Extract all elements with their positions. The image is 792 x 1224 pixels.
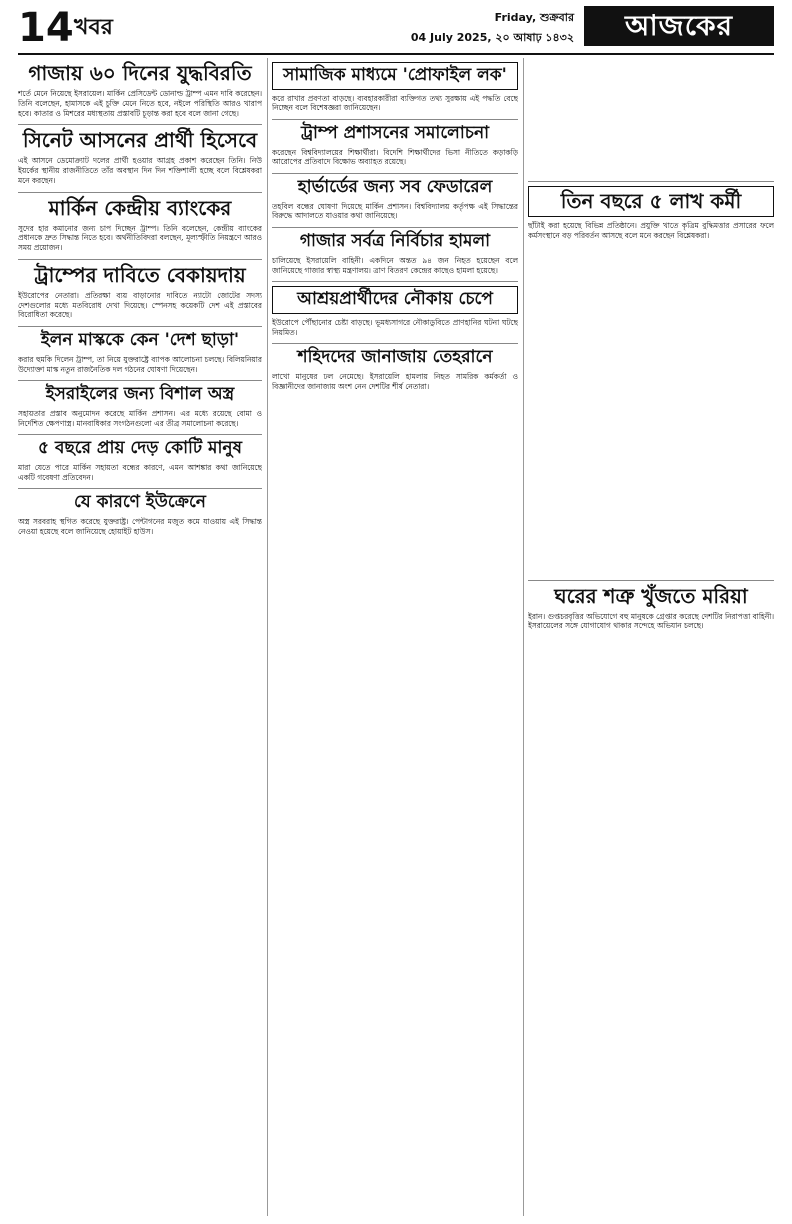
story-body: অস্ত্র সরবরাহ স্থগিত করেছে যুক্তরাষ্ট্র। পেন্টাগনের মজুত কমে যাওয়ায় এই সিদ্ধান্ত নেওয়া হয়েছে বলে জানিয়েছে হোয়াইট হাউস। <box>18 516 262 536</box>
story-body: ইরান। গুপ্তচরবৃত্তির অভিযোগে বহু মানুষকে গ্রেপ্তার করেছে দেশটির নিরাপত্তা বাহিনী। ইসরায়েলের সঙ্গে যোগাযোগ থাকার সন্দেহে অভিযান চলছে। <box>528 611 774 631</box>
column-1 <box>18 58 262 1216</box>
story-divider <box>528 580 774 581</box>
headline: ঘরের শত্রু খুঁজতে মরিয়া <box>554 583 748 608</box>
dateline-date: 04 July 2025, ২০ আষাঢ় ১৪৩২ <box>410 31 574 44</box>
story-divider <box>18 124 262 125</box>
masthead-rule <box>18 53 774 55</box>
story-divider <box>18 488 262 489</box>
headline: ইসরাইলের জন্য বিশাল অস্ত্র <box>45 384 235 405</box>
story-body: সুদের হার কমানোর জন্য চাপ দিচ্ছেন ট্রাম্প। তিনি বলেছেন, কেন্দ্রীয় ব্যাংকের প্রধানকে দ্রুত সিদ্ধান্ত নিতে হবে। অর্থনীতিবিদরা বলছেন, মূল্যস্ফীতি নিয়ন্ত্রণে আরও সময় প্রয়োজন। <box>18 223 262 253</box>
headline: সামাজিক মাধ্যমে 'প্রোফাইল লক' <box>272 62 518 90</box>
headline: শহিদদের জানাজায় তেহরানে <box>297 347 493 368</box>
continued-text-block <box>528 58 774 178</box>
story-musk <box>18 331 262 374</box>
story-divider <box>18 192 262 193</box>
column-divider <box>523 58 524 1216</box>
story-divider <box>528 181 774 182</box>
story-divider <box>272 119 518 120</box>
story-divider <box>18 326 262 327</box>
headline: গাজায় ৬০ দিনের যুদ্ধবিরতি <box>28 61 252 85</box>
story-body: লাখো মানুষের ঢল নেমেছে। ইসরায়েলি হামলায় নিহত সামরিক কর্মকর্তা ও বিজ্ঞানীদের জানাজায় অংশ নেন দেশটির শীর্ষ নেতারা। <box>272 371 518 391</box>
headline: ট্রাম্পের দাবিতে বেকায়দায় <box>34 262 246 287</box>
story-tehran-funeral <box>272 348 518 391</box>
story-body: তহবিল বন্ধের ঘোষণা দিয়েছে মার্কিন প্রশাসন। বিশ্ববিদ্যালয় কর্তৃপক্ষ এই সিদ্ধান্তের বিরুদ্ধে আদালতে যাওয়ার কথা জানিয়েছে। <box>272 201 518 221</box>
story-body: মারা যেতে পারে মার্কিন সহায়তা বন্ধের কারণে, এমন আশঙ্কার কথা জানিয়েছে একটি গবেষণা প্রতিবেদন। <box>18 462 262 482</box>
headline: হার্ভার্ডের জন্য সব ফেডারেল <box>297 177 493 198</box>
story-divider <box>272 281 518 282</box>
dateline-day: Friday, শুক্রবার <box>494 11 574 24</box>
column-2 <box>272 58 518 1216</box>
story-five-years <box>18 439 262 482</box>
story-divider <box>272 343 518 344</box>
newspaper-logo: আজকের কাগজ <box>584 6 774 46</box>
headline: মার্কিন কেন্দ্রীয় ব্যাংকের <box>48 195 232 220</box>
headline: যে কারণে ইউক্রেনে <box>74 492 206 513</box>
story-body: ইউরোপে পৌঁছানোর চেষ্টা বাড়ছে। ভূমধ্যসাগরে নৌকাডুবিতে প্রাণহানির ঘটনা ঘটছে নিয়মিত। <box>272 317 518 337</box>
story-harvard <box>272 178 518 221</box>
story-divider <box>18 434 262 435</box>
story-senate-candidate <box>18 129 262 185</box>
headline: ইলন মাস্ককে কেন 'দেশ ছাড়া' <box>40 330 240 351</box>
story-body: চালিয়েছে ইসরায়েলি বাহিনী। একদিনে অন্তত ৯৪ জন নিহত হয়েছেন বলে জানিয়েছে গাজার স্বাস্থ্য মন্ত্রণালয়। ত্রাণ বিতরণ কেন্দ্রের কাছেও হামলা হয়েছে। <box>272 255 518 275</box>
headline: ৫ বছরে প্রায় দেড় কোটি মানুষ <box>38 438 242 459</box>
story-body: সহায়তার প্রস্তাব অনুমোদন করেছে মার্কিন প্রশাসন। এর মধ্যে রয়েছে বোমা ও নির্দেশিত ক্ষেপণাস্ত্র। মানবাধিকার সংগঠনগুলো এর তীব্র সমালোচনা করেছে। <box>18 408 262 428</box>
story-body: ইউরোপের নেতারা। প্রতিরক্ষা ব্যয় বাড়ানোর দাবিতে ন্যাটো জোটের সদস্য দেশগুলোর মধ্যে মতবিরোধ দেখা দিয়েছে। স্পেনসহ কয়েকটি দেশ এই প্রস্তাবের বিরোধিতা করেছে। <box>18 290 262 320</box>
story-gaza-attacks <box>272 232 518 275</box>
headline: সিনেট আসনের প্রার্থী হিসেবে <box>22 128 258 153</box>
story-gaza-ceasefire <box>18 62 262 118</box>
section-title: খবর <box>74 15 113 40</box>
story-five-lakh-workers <box>528 186 774 241</box>
story-trump-claim <box>18 264 262 320</box>
story-iran-enemy <box>528 585 774 632</box>
headline: ট্রাম্প প্রশাসনের সমালোচনা <box>300 123 490 144</box>
story-asylum-boats <box>272 286 518 337</box>
headline: তিন বছরে ৫ লাখ কর্মী <box>528 186 774 217</box>
story-body: এই আসনে ডেমোক্র্যাট দলের প্রার্থী হওয়ার আগ্রহ প্রকাশ করেছেন তিনি। নিউ ইয়র্কের স্থানীয় রাজনীতিতে তাঁর অবস্থান দিন দিন শক্তিশালী হচ্ছে বলে বিশ্লেষকরা মনে করছেন। <box>18 156 262 185</box>
story-profile-lock <box>272 62 518 113</box>
story-trump-criticism <box>272 124 518 167</box>
headline: আশ্রয়প্রার্থীদের নৌকায় চেপে <box>272 286 518 314</box>
story-body: করে রাখার প্রবণতা বাড়ছে। ব্যবহারকারীরা ব্যক্তিগত তথ্য সুরক্ষায় এই পদ্ধতি বেছে নিচ্ছেন বলে বিশেষজ্ঞরা জানিয়েছেন। <box>272 93 518 113</box>
story-central-bank <box>18 197 262 253</box>
column-divider <box>267 58 268 1216</box>
story-divider <box>18 259 262 260</box>
story-israel-arms <box>18 385 262 428</box>
story-body: করেছেন বিশ্ববিদ্যালয়ের শিক্ষার্থীরা। বিদেশি শিক্ষার্থীদের ভিসা নীতিতে কড়াকড়ি আরোপের প্রতিবাদে বিক্ষোভ অব্যাহত রয়েছে। <box>272 147 518 167</box>
story-divider <box>272 227 518 228</box>
story-divider <box>272 173 518 174</box>
story-ukraine <box>18 493 262 536</box>
story-divider <box>18 380 262 381</box>
story-body: ছাঁটাই করা হয়েছে বিভিন্ন প্রতিষ্ঠানে। প্রযুক্তি খাতে কৃত্রিম বুদ্ধিমত্তার প্রসারের ফলে কর্মসংস্থানে বড় পরিবর্তন আসছে বলে মনে করছেন বিশ্লেষকরা। <box>528 221 774 240</box>
column-3 <box>528 58 774 1216</box>
page-number: 14 <box>18 5 74 51</box>
continued-text-block <box>528 247 774 577</box>
headline: গাজার সর্বত্র নির্বিচার হামলা <box>299 231 491 252</box>
story-body: শর্তে মেনে নিয়েছে ইসরায়েল। মার্কিন প্রেসিডেন্ট ডোনাল্ড ট্রাম্প এমন দাবি করেছেন। তিনি বলেছেন, হামাসকে এই চুক্তি মেনে নিতে হবে, নইলে পরিস্থিতি আরও খারাপ হবে। কাতার ও মিশরের মধ্যস্থতায় প্রস্তাবটি চূড়ান্ত করা হবে বলে জানা গেছে। <box>18 89 262 118</box>
story-body: করার হুমকি দিলেন ট্রাম্প, তা নিয়ে যুক্তরাষ্ট্রে ব্যাপক আলোচনা চলছে। বিলিয়নিয়ার উদ্যোক্তা মাস্ক নতুন রাজনৈতিক দল গঠনের ঘোষণা দিয়েছেন। <box>18 354 262 374</box>
